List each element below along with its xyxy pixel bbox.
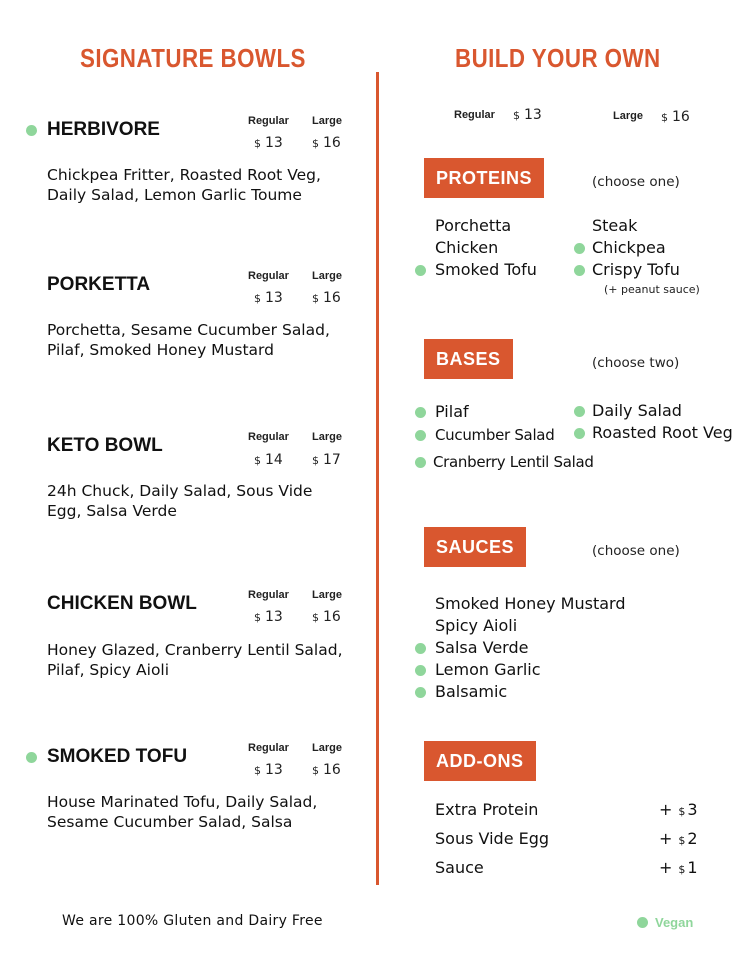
sauce-option: Spicy Aioli — [435, 616, 518, 635]
regular-price: $ 13 — [254, 762, 283, 778]
bowl-description: Honey Glazed, Cranberry Lentil Salad, Pilaf, Spicy Aioli — [47, 641, 343, 679]
vegan-dot — [415, 430, 426, 441]
vegan-dot — [26, 125, 37, 136]
bowl-description: 24h Chuck, Daily Salad, Sous Vide Egg, Salsa Verde — [47, 482, 313, 520]
bowl-description: Porchetta, Sesame Cucumber Salad, Pilaf, Smoked Honey Mustard — [47, 321, 330, 359]
vegan-legend-label: Vegan — [655, 915, 694, 930]
column-divider — [376, 72, 379, 885]
vegan-dot — [415, 407, 426, 418]
proteins-choose-note: (choose one) — [592, 174, 680, 190]
build-your-own-heading: BUILD YOUR OWN — [455, 43, 661, 73]
regular-price: $ 14 — [254, 452, 283, 468]
sauce-option: Smoked Honey Mustard — [435, 594, 626, 613]
large-label: Large — [312, 742, 342, 754]
base-option: Pilaf — [435, 402, 469, 421]
signature-bowls-heading: SIGNATURE BOWLS — [80, 43, 306, 73]
base-option: Daily Salad — [592, 401, 682, 420]
bowl-description: Chickpea Fritter, Roasted Root Veg, Daily Salad, Lemon Garlic Toume — [47, 166, 321, 204]
base-option: Roasted Root Veg — [592, 423, 733, 442]
large-price: $ 16 — [312, 135, 341, 151]
addon-item: Extra Protein — [435, 800, 539, 819]
protein-option: Porchetta — [435, 216, 512, 235]
addon-item: Sous Vide Egg — [435, 829, 550, 848]
regular-label: Regular — [248, 270, 289, 282]
proteins-tag: PROTEINS — [424, 158, 544, 198]
regular-label: Regular — [248, 589, 289, 601]
large-label: Large — [312, 270, 342, 282]
bowl-name-smoked-tofu: SMOKED TOFU — [47, 746, 188, 767]
regular-price: $ 13 — [254, 290, 283, 306]
regular-label: Regular — [248, 431, 289, 443]
add-ons-tag: ADD-ONS — [424, 741, 536, 781]
bases-tag: BASES — [424, 339, 513, 379]
vegan-dot — [415, 687, 426, 698]
vegan-dot — [415, 665, 426, 676]
protein-option: Steak — [592, 216, 638, 235]
regular-price: $ 13 — [254, 135, 283, 151]
regular-label: Regular — [248, 742, 289, 754]
protein-option: Smoked Tofu — [435, 260, 537, 279]
base-option: Cranberry Lentil Salad — [433, 453, 594, 471]
bowl-name-chicken: CHICKEN BOWL — [47, 593, 197, 614]
bowl-name-porketta: PORKETTA — [47, 274, 151, 295]
regular-price: $ 13 — [254, 609, 283, 625]
peanut-sauce-note: (+ peanut sauce) — [604, 283, 700, 296]
vegan-dot — [415, 265, 426, 276]
byo-regular-label: Regular — [454, 109, 495, 121]
bowl-description: House Marinated Tofu, Daily Salad, Sesame Cucumber Salad, Salsa — [47, 793, 318, 831]
addon-price: + $ 1 — [659, 858, 698, 877]
large-label: Large — [312, 431, 342, 443]
vegan-dot — [26, 752, 37, 763]
sauces-choose-note: (choose one) — [592, 543, 680, 559]
vegan-dot — [574, 243, 585, 254]
bases-choose-note: (choose two) — [592, 355, 680, 371]
protein-option: Chickpea — [592, 238, 666, 257]
large-price: $ 16 — [312, 290, 341, 306]
vegan-dot — [574, 428, 585, 439]
vegan-dot — [415, 643, 426, 654]
vegan-dot — [415, 457, 426, 468]
vegan-dot — [574, 265, 585, 276]
large-price: $ 17 — [312, 452, 341, 468]
vegan-dot — [574, 406, 585, 417]
byo-large-label: Large — [613, 110, 643, 122]
addon-item: Sauce — [435, 858, 484, 877]
bowl-name-herbivore: HERBIVORE — [47, 119, 160, 140]
protein-option: Crispy Tofu — [592, 260, 680, 279]
large-price: $ 16 — [312, 762, 341, 778]
large-label: Large — [312, 589, 342, 601]
sauce-option: Salsa Verde — [435, 638, 529, 657]
regular-label: Regular — [248, 115, 289, 127]
addon-price: + $ 2 — [659, 829, 698, 848]
byo-large-price: $ 16 — [661, 109, 690, 125]
protein-option: Chicken — [435, 238, 499, 257]
base-option: Cucumber Salad — [435, 426, 555, 444]
byo-regular-price: $ 13 — [513, 107, 542, 123]
large-price: $ 16 — [312, 609, 341, 625]
gluten-dairy-free-note: We are 100% Gluten and Dairy Free — [62, 913, 323, 929]
bowl-name-keto: KETO BOWL — [47, 435, 163, 456]
vegan-legend-dot — [637, 917, 648, 928]
large-label: Large — [312, 115, 342, 127]
sauce-option: Balsamic — [435, 682, 508, 701]
addon-price: + $ 3 — [659, 800, 698, 819]
sauces-tag: SAUCES — [424, 527, 526, 567]
sauce-option: Lemon Garlic — [435, 660, 541, 679]
